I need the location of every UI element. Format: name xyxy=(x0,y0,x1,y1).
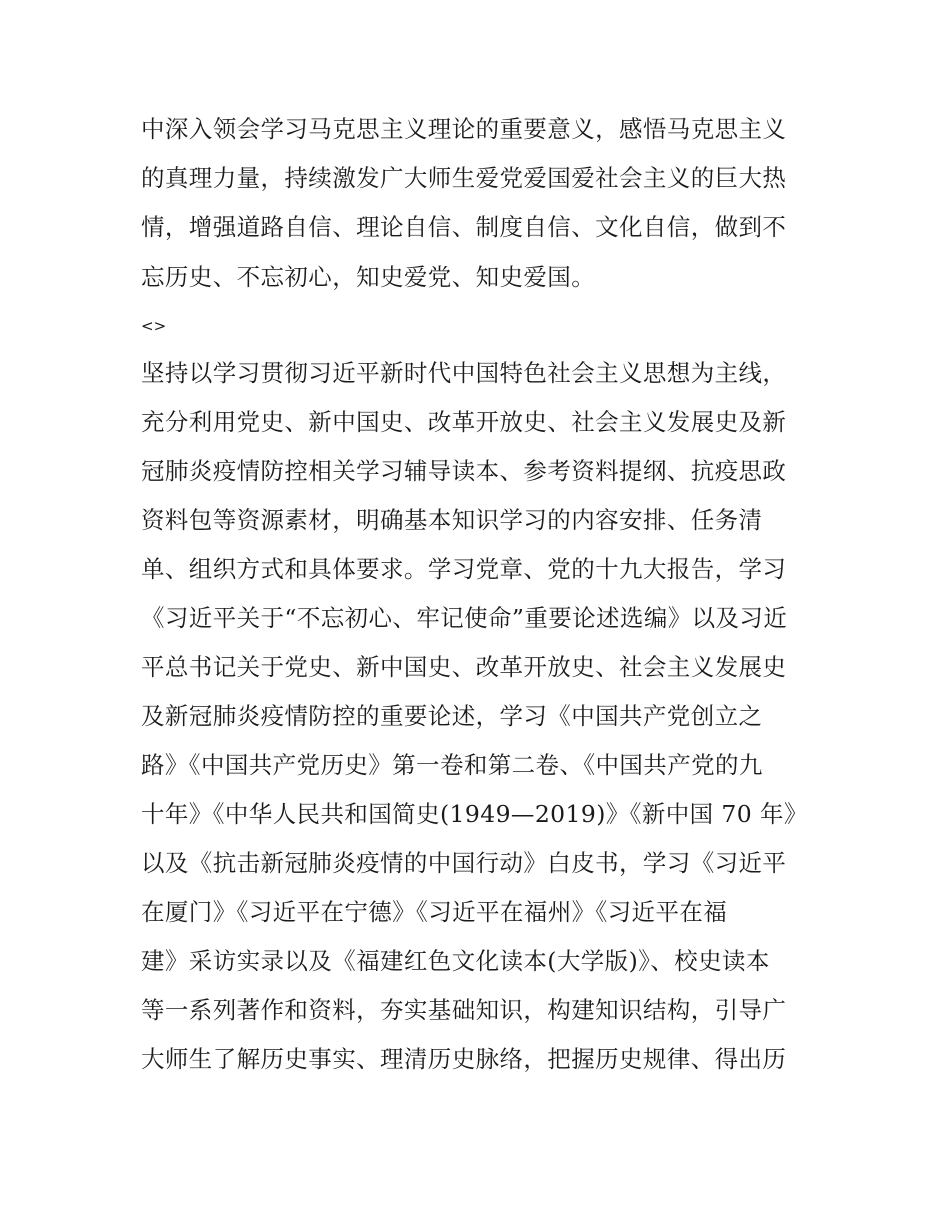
paragraph-2-line-7: 平总书记关于党史、新中国史、改革开放史、社会主义发展史 xyxy=(141,653,787,681)
paragraph-2-line-13: 建》采访实录以及《福建红色文化读本(大学版)》、校史读本 xyxy=(141,947,770,975)
paragraph-2-line-5: 单、组织方式和具体要求。学习党章、党的十九大报告，学习 xyxy=(141,555,787,583)
paragraph-1-line-4: 忘历史、不忘初心，知史爱党、知史爱国。 xyxy=(141,263,596,291)
paragraph-2-line-4: 资料包等资源素材，明确基本知识学习的内容安排、任务清 xyxy=(141,506,763,534)
paragraph-2-line-15: 大师生了解历史事实、理清历史脉络，把握历史规律、得出历 xyxy=(141,1045,787,1073)
paragraph-1-line-2: 的真理力量，持续激发广大师生爱党爱国爱社会主义的巨大热 xyxy=(141,164,787,192)
paragraph-2-line-2: 充分利用党史、新中国史、改革开放史、社会主义发展史及新 xyxy=(141,408,787,436)
paragraph-2-line-12: 在厦门》《习近平在宁德》《习近平在福州》《习近平在福 xyxy=(141,898,728,926)
paragraph-2-line-6: 《习近平关于“不忘初心、牢记使命”重要论述选编》以及习近 xyxy=(141,604,788,632)
paragraph-2-line-14: 等一系列著作和资料，夯实基础知识，构建知识结构，引导广 xyxy=(141,996,787,1024)
paragraph-2-line-9: 路》《中国共产党历史》第一卷和第二卷、《中国共产党的九 xyxy=(141,751,763,779)
paragraph-separator: <> xyxy=(141,317,167,335)
paragraph-2-line-3: 冠肺炎疫情防控相关学习辅导读本、参考资料提纲、抗疫思政 xyxy=(141,457,787,485)
paragraph-2-line-11: 以及《抗击新冠肺炎疫情的中国行动》白皮书，学习《习近平 xyxy=(141,849,787,877)
paragraph-2-line-8: 及新冠肺炎疫情防控的重要论述，学习《中国共产党创立之 xyxy=(141,702,763,730)
paragraph-2-line-1: 坚持以学习贯彻习近平新时代中国特色社会主义思想为主线， xyxy=(141,359,787,387)
paragraph-2-line-10: 十年》《中华人民共和国简史(1949—2019)》《新中国 70 年》 xyxy=(141,800,808,828)
paragraph-1-line-1: 中深入领会学习马克思主义理论的重要意义，感悟马克思主义 xyxy=(141,115,787,143)
paragraph-1-line-3: 情，增强道路自信、理论自信、制度自信、文化自信，做到不 xyxy=(141,213,787,241)
